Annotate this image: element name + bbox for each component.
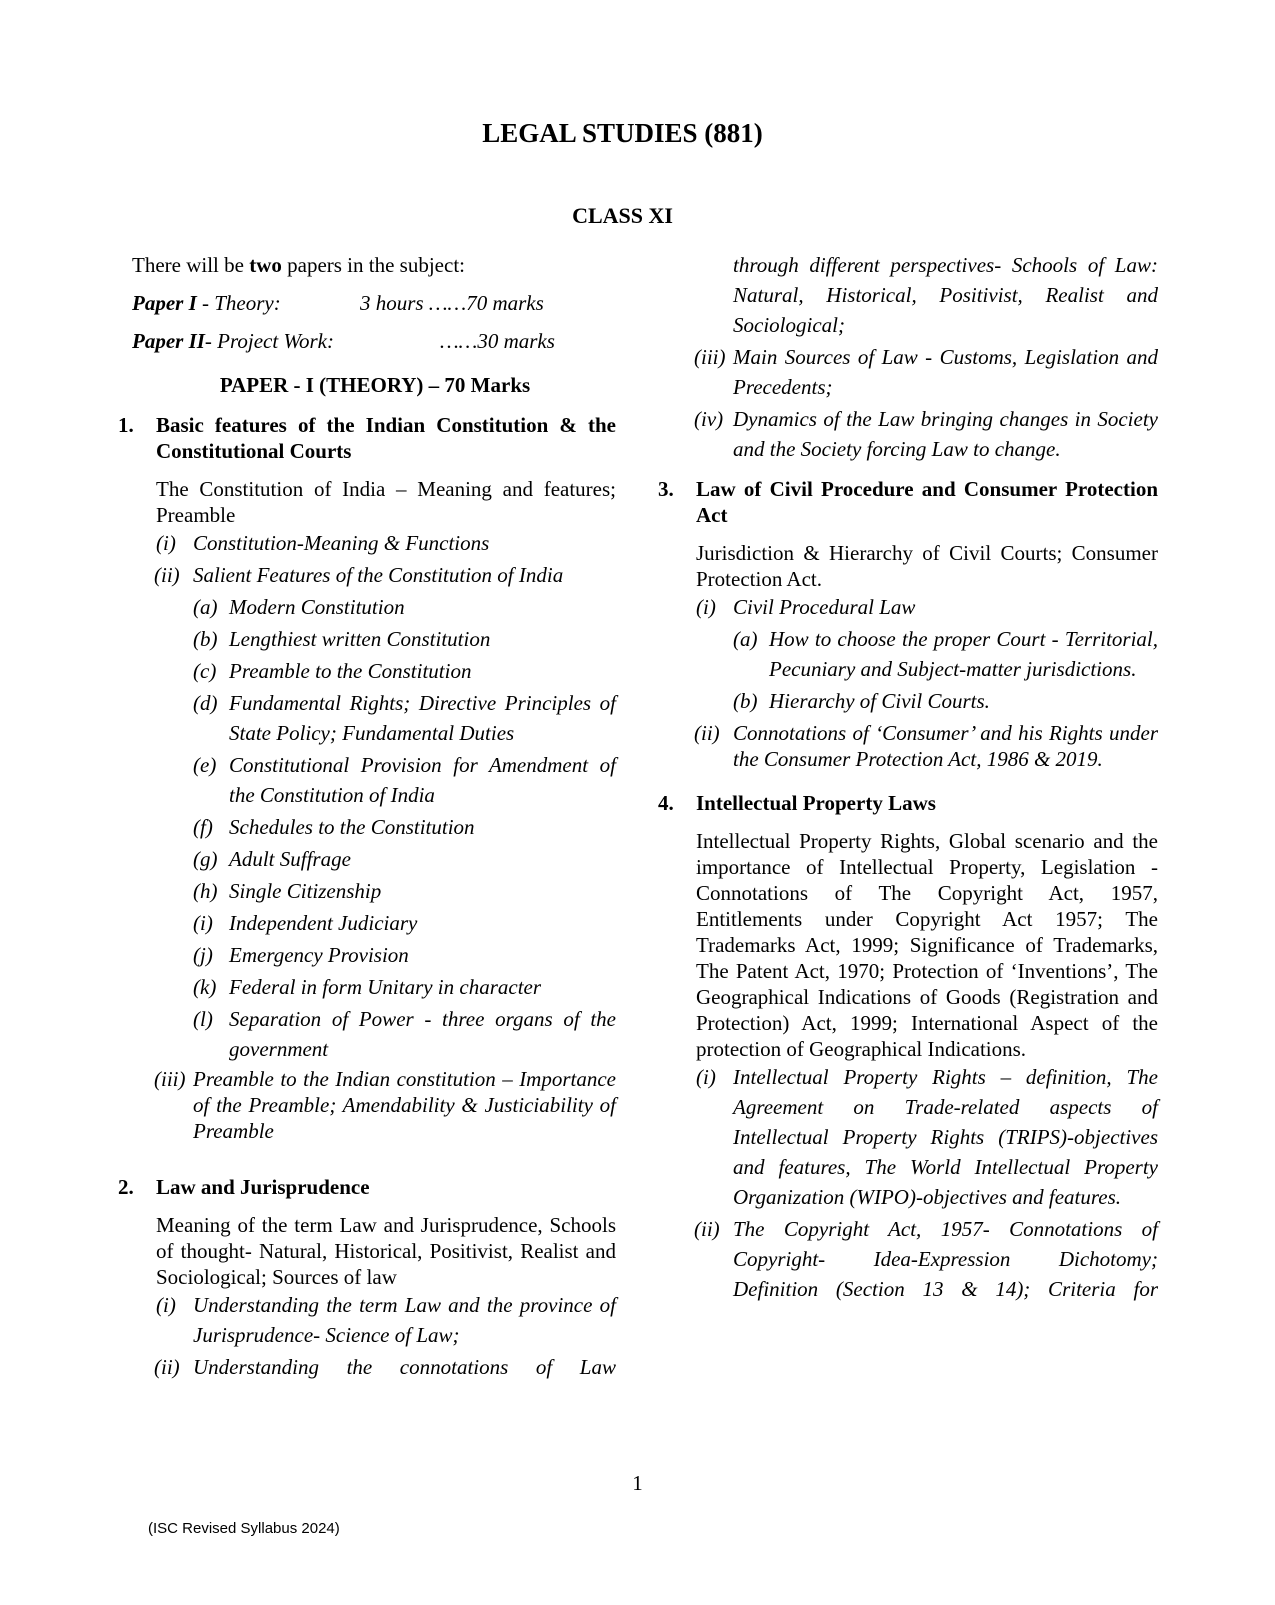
section-number: 3. — [658, 477, 674, 501]
list-item: (i) Civil Procedural Law — [696, 595, 916, 619]
sub-item: (i) Independent Judiciary — [193, 911, 418, 935]
section-heading: Basic features of the Indian Constitution & the Constitutional Courts — [156, 413, 616, 463]
sub-item: (j) Emergency Provision — [193, 943, 409, 967]
sub-item: (d) Fundamental Rights; Directive Principles of State Policy; Fundamental Duties — [193, 691, 616, 745]
paper1-line: Paper I - Theory: 3 hours ……70 marks — [132, 291, 544, 315]
section-2 — [118, 1174, 616, 1382]
intro-line: There will be two papers in the subject: — [132, 253, 465, 277]
paper-heading: PAPER - I (THEORY) – 70 Marks — [219, 373, 531, 397]
list-item: (ii) Connotations of ‘Consumer’ and his Rights under the Consumer Protection Act, 1986 & 2019. — [694, 721, 1158, 771]
section-description: Meaning of the term Law and Jurisprudence, Schools of thought- Natural, Historical, Positivist, Realist and Sociological; Sources of law — [156, 1213, 616, 1289]
list-item: (iii) Preamble to the Indian constitution – Importance of the Preamble; Amendability & Justiciability of Preamble — [154, 1067, 616, 1143]
page-number: 1 — [632, 1471, 643, 1495]
section-heading: Law of Civil Procedure and Consumer Protection Act — [696, 477, 1158, 527]
list-item: (ii) Understanding the connotations of Law — [154, 1355, 616, 1379]
sub-item: (g) Adult Suffrage — [193, 847, 351, 871]
section-number: 2. — [118, 1175, 134, 1199]
list-item: (i) Constitution-Meaning & Functions — [156, 531, 490, 555]
list-item: (i) Intellectual Property Rights – definition, The Agreement on Trade-related aspects of Intellectual Property Rights (TRIPS)-objectives and features, The World Intellectual Property Organization (WIPO)-objectives and features. — [696, 1065, 1158, 1209]
sub-item: (c) Preamble to the Constitution — [193, 659, 472, 683]
section-4 — [658, 790, 1158, 1304]
sub-item: (k) Federal in form Unitary in character — [193, 975, 542, 999]
sub-item: (f) Schedules to the Constitution — [193, 815, 475, 839]
list-item-continued: through different perspectives- Schools of Law: Natural, Historical, Positivist, Realist and Sociological; — [733, 253, 1158, 337]
section-heading: Intellectual Property Laws — [696, 791, 936, 815]
sub-item: (l) Separation of Power - three organs of the government — [193, 1007, 616, 1061]
class-heading: CLASS XI — [572, 203, 673, 228]
section-heading: Law and Jurisprudence — [156, 1175, 370, 1199]
list-item: (iv) Dynamics of the Law bringing changes in Society and the Society forcing Law to change. — [694, 407, 1158, 461]
sub-item: (e) Constitutional Provision for Amendment of the Constitution of India — [193, 753, 616, 807]
list-item: (ii) Salient Features of the Constitution of India — [154, 563, 564, 587]
list-item: (iii) Main Sources of Law - Customs, Legislation and Precedents; — [694, 345, 1158, 399]
section-1 — [118, 412, 616, 1144]
page-title: LEGAL STUDIES (881) — [482, 118, 763, 148]
footer-note: (ISC Revised Syllabus 2024) — [148, 1520, 340, 1537]
list-item: (ii) The Copyright Act, 1957- Connotations of Copyright- Idea-Expression Dichotomy; Definition (Section 13 & 14); Criteria for — [694, 1217, 1158, 1301]
right-column — [658, 252, 1158, 1316]
section-number: 1. — [118, 413, 134, 437]
sub-item: (a) How to choose the proper Court - Territorial, Pecuniary and Subject-matter jurisdictions. — [733, 627, 1158, 681]
sub-item: (h) Single Citizenship — [193, 879, 382, 903]
section-3 — [658, 476, 1158, 772]
section-description: The Constitution of India – Meaning and features; Preamble — [156, 477, 616, 527]
section-description: Intellectual Property Rights, Global scenario and the importance of Intellectual Property, Legislation - Connotations of The Copyright Act, 1957, Entitlements under Copyright Act 1957; The Trademarks Act, 1999; Significance of Trademarks, The Patent Act, 1970; Protection of ‘Inventions’, The Geographical Indications of Goods (Registration and Protection) Act, 1999; International Aspect of the protection of Geographical Indications. — [696, 829, 1158, 1061]
list-item: (i) Understanding the term Law and the province of Jurisprudence- Science of Law; — [156, 1293, 616, 1347]
left-column — [118, 252, 616, 1394]
sub-item: (b) Lengthiest written Constitution — [193, 627, 491, 651]
section-description: Jurisdiction & Hierarchy of Civil Courts; Consumer Protection Act. — [696, 541, 1158, 591]
sub-item: (a) Modern Constitution — [193, 595, 405, 619]
paper2-line: Paper II- Project Work: ……30 marks — [132, 329, 555, 353]
section-number: 4. — [658, 791, 674, 815]
sub-item: (b) Hierarchy of Civil Courts. — [733, 689, 990, 713]
section-2-continued — [658, 250, 1158, 464]
